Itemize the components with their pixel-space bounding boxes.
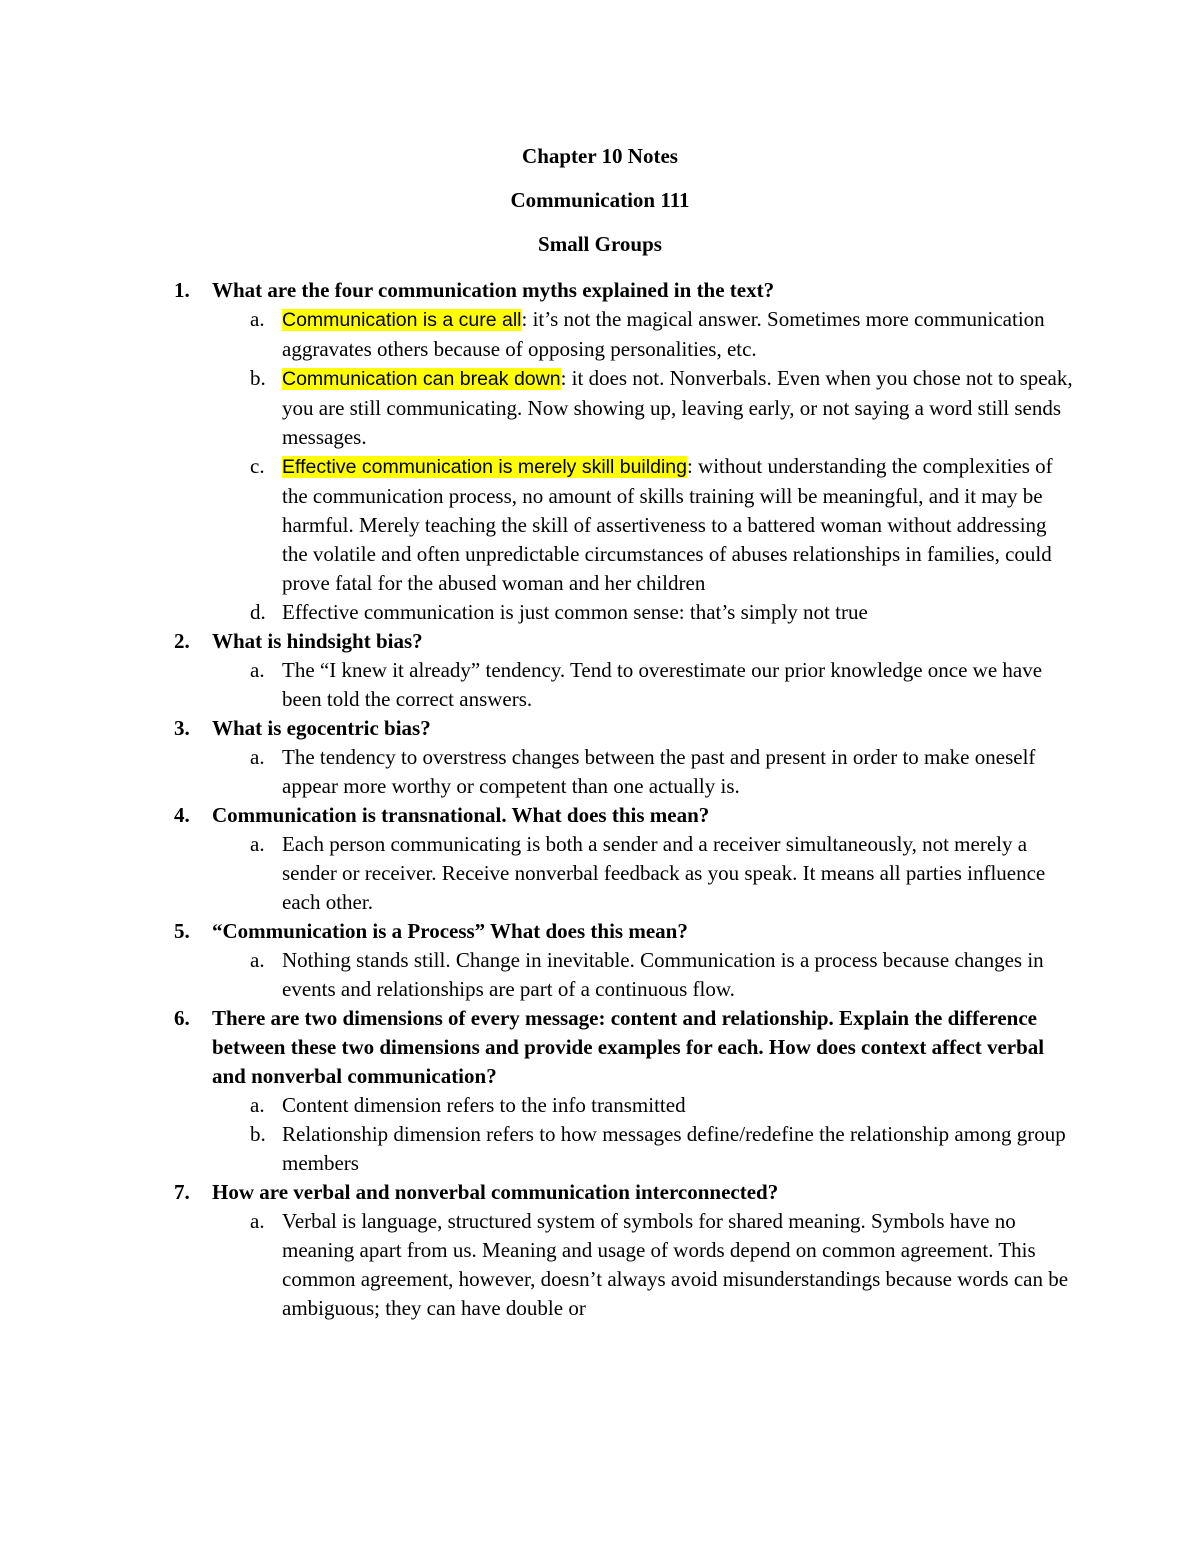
- answer-item: [250, 1120, 1074, 1178]
- highlighted-myth: Communication can break down: [282, 368, 561, 390]
- answer-body: [282, 452, 1074, 598]
- answer-text: Content dimension refers to the info transmitted: [282, 1093, 686, 1117]
- highlighted-myth: Effective communication is merely skill building: [282, 456, 687, 478]
- answer-item: [250, 364, 1074, 452]
- answer-text: : it’s not the magical answer. Sometimes more communication aggravates others because of opposing personalities, etc.: [282, 307, 1045, 361]
- answer-letter: a.: [250, 1209, 265, 1233]
- answer-item: [250, 598, 1074, 627]
- question-number: 6.: [174, 1006, 190, 1030]
- answer-letter: a.: [250, 948, 265, 972]
- answer-body: [282, 743, 1074, 801]
- answer-body: [282, 364, 1074, 452]
- question-text: How are verbal and nonverbal communication interconnected?: [212, 1180, 779, 1204]
- document-title: Chapter 10 Notes: [522, 144, 678, 168]
- answer-body: [282, 1120, 1074, 1178]
- topic-heading: Small Groups: [538, 232, 662, 256]
- answer-body: [282, 1207, 1074, 1323]
- question-list: [174, 276, 1074, 1323]
- course-name: Communication 111: [510, 188, 690, 212]
- question-number: 4.: [174, 803, 190, 827]
- answer-text: Each person communicating is both a sender and a receiver simultaneously, not merely a sender or receiver. Receive nonverbal feedback as you speak. It means all parties influence each other.: [282, 832, 1046, 914]
- answer-text: : without understanding the complexities of the communication process, no amount of skills training will be meaningful, and it may be harmful. Merely teaching the skill of assertiveness to a battered woman without addressing the volatile and often unpredictable circumstances of abuses relationships in families, could prove fatal for the abused woman and her children: [282, 454, 1053, 595]
- answer-text: Nothing stands still. Change in inevitable. Communication is a process because changes in events and relationships are part of a continuous flow.: [282, 948, 1044, 1001]
- question-number: 3.: [174, 716, 190, 740]
- answer-text: The “I knew it already” tendency. Tend to overestimate our prior knowledge once we have been told the correct answers.: [282, 658, 1043, 711]
- question-item: [174, 1178, 1074, 1207]
- question-number: 1.: [174, 278, 190, 302]
- question-item: [174, 801, 1074, 830]
- question-text: Communication is transnational. What does this mean?: [212, 803, 710, 827]
- question-number: 2.: [174, 629, 190, 653]
- answer-letter: d.: [250, 600, 266, 624]
- answer-text: The tendency to overstress changes between the past and present in order to make oneself appear more worthy or competent than one actually is.: [282, 745, 1036, 798]
- question-text: There are two dimensions of every message: content and relationship. Explain the difference between these two dimensions and provide examples for each. How does context affect verbal and nonverbal communication?: [212, 1006, 1045, 1088]
- question-text: “Communication is a Process” What does this mean?: [212, 919, 688, 943]
- answer-item: [250, 1091, 1074, 1120]
- question-text: What is egocentric bias?: [212, 716, 431, 740]
- answer-text: Verbal is language, structured system of symbols for shared meaning. Symbols have no meaning apart from us. Meaning and usage of words depend on common agreement. This common agreement, however, doesn’t always avoid misunderstandings because words can be ambiguous; they can have double or: [282, 1209, 1069, 1320]
- answer-body: [282, 305, 1074, 364]
- answer-text: Effective communication is just common sense: that’s simply not true: [282, 600, 868, 624]
- question-number: 7.: [174, 1180, 190, 1204]
- answer-letter: a.: [250, 832, 265, 856]
- answer-item: [250, 743, 1074, 801]
- answer-letter: b.: [250, 1122, 266, 1146]
- answer-letter: a.: [250, 307, 265, 331]
- answer-text: : it does not. Nonverbals. Even when you chose not to speak, you are still communicating. Now showing up, leaving early, or not saying a word still sends messages.: [282, 366, 1073, 449]
- answer-item: [250, 946, 1074, 1004]
- answer-item: [250, 656, 1074, 714]
- answer-item: [250, 830, 1074, 917]
- question-number: 5.: [174, 919, 190, 943]
- highlighted-myth: Communication is a cure all: [282, 309, 522, 331]
- answer-letter: c.: [250, 454, 265, 478]
- answer-letter: a.: [250, 1093, 265, 1117]
- question-item: [174, 917, 1074, 946]
- answer-letter: a.: [250, 745, 265, 769]
- answer-body: [282, 830, 1074, 917]
- answer-body: [282, 598, 1074, 627]
- answer-body: [282, 656, 1074, 714]
- answer-body: [282, 946, 1074, 1004]
- answer-letter: b.: [250, 366, 266, 390]
- question-item: [174, 1004, 1074, 1091]
- question-text: What are the four communication myths explained in the text?: [212, 278, 775, 302]
- answer-text: Relationship dimension refers to how messages define/redefine the relationship among group members: [282, 1122, 1066, 1175]
- answer-item: [250, 305, 1074, 364]
- question-item: [174, 276, 1074, 305]
- question-item: [174, 627, 1074, 656]
- question-item: [174, 714, 1074, 743]
- answer-letter: a.: [250, 658, 265, 682]
- answer-item: [250, 452, 1074, 598]
- answer-item: [250, 1207, 1074, 1323]
- answer-body: [282, 1091, 1074, 1120]
- question-text: What is hindsight bias?: [212, 629, 423, 653]
